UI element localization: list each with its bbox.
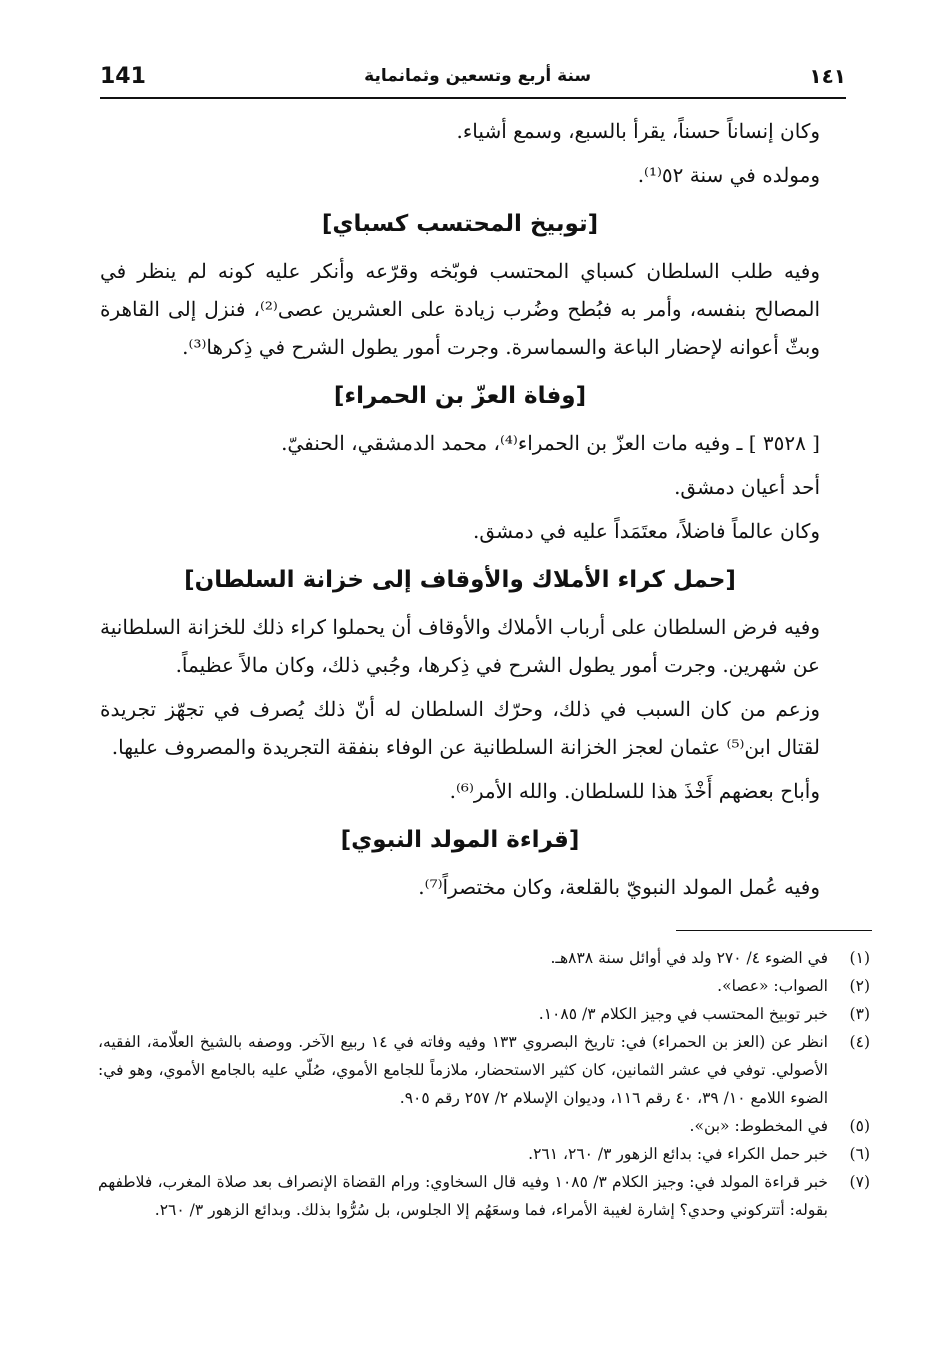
footnote [98,1112,870,1140]
footnote-text: انظر عن (العز بن الحمراء) في: تاريخ البصروي ١٣٣ وفيه وفاته في ١٤ ربيع الآخر. ووصفه بالشيخ العلّامة، الفقيه، الأصولي. توفي في عشر الثمانين، كان كثير الاستحضار، ملازماً للجامع الأموي، صُلّي عليه بالجامع الأموي، وهو في: الضوء اللامع ١٠/ ٣٩، ٤٠ رقم ١١٦، وديوان الإسلام ٢/ ٢٥٧ رقم ٩٠٥. [98,1033,828,1107]
paragraph: وأباح بعضهم أَخْذَ هذا للسلطان. والله الأمر⁽⁶⁾. [449,779,820,803]
footnote-text: خبر قراءة المولد في: وجيز الكلام ٣/ ١٠٨٥ وفيه قال السخاوي: ورام القضاة الإنصراف بعد صلاة المغرب، فلاطفهم بقوله: أتتركوني وحدي؟ إشارة لغيبة الأمراء، فما وسعَهُم إلا الجلوس، بل سُرُّوا بذلك. وبدائع الزهور ٣/ ٢٦٠. [98,1173,829,1219]
section-heading: [توبيخ المحتسب كسباي] [321,211,599,237]
footnote-rule [676,930,872,931]
page-number-arabic: ١٤١ [809,64,846,88]
paragraph: [ ٣٥٢٨ ] ـ وفيه مات العزّ بن الحمراء⁽⁴⁾، محمد الدمشقي، الحنفيّ. [281,431,820,455]
footnote-number: (١) [849,949,870,967]
paragraph: وكان إنساناً حسناً، يقرأ بالسبع، وسمع أشياء. [456,119,820,143]
header-rule [100,97,846,99]
footnote [98,972,870,1000]
footnote [98,1140,870,1168]
footnote [98,944,870,972]
paragraph: أحد أعيان دمشق. [674,475,820,499]
footnotes [98,944,870,1224]
main-text [100,112,820,912]
footnote-number: (٧) [849,1173,870,1191]
paragraph: وكان عالماً فاضلاً، معتَمَداً عليه في دمشق. [473,519,820,543]
running-title: سنة أربع وتسعين وثمانماية [364,66,592,86]
paragraph: وزعم من كان السبب في ذلك، وحرّك السلطان له أنّ ذلك يُصرف في تجهّز تجريدة لقتال ابن⁽⁵⁾ عثمان لعجز الخزانة السلطانية عن الوفاء بنفقة التجريدة والمصروف عليها. [100,697,820,759]
footnote-text: الصواب: «عصا». [717,977,828,995]
paragraph: ومولده في سنة ٥٢⁽¹⁾. [637,163,820,187]
page-header [100,58,846,94]
footnote-text: في الضوء ٤/ ٢٧٠ ولد في أوائل سنة ٨٣٨هـ. [550,949,828,967]
footnote-text: خبر توبيخ المحتسب في وجيز الكلام ٣/ ١٠٨٥. [538,1005,828,1023]
footnote-number: (٤) [849,1033,870,1051]
footnote [98,1168,870,1224]
footnote [98,1028,870,1112]
paragraph: وفيه عُمل المولد النبويّ بالقلعة، وكان مختصراً⁽⁷⁾. [418,875,820,899]
footnote-number: (٢) [849,977,870,995]
footnote [98,1000,870,1028]
page-number-latin: 141 [100,63,146,89]
footnote-number: (٥) [849,1117,870,1135]
section-heading: [قراءة المولد النبوي] [340,827,580,853]
section-heading: [وفاة العزّ بن الحمراء] [333,383,587,409]
footnote-text: في المخطوط: «بن». [689,1117,828,1135]
footnote-text: خبر حمل الكراء في: بدائع الزهور ٣/ ٢٦٠، ٢٦١. [528,1145,828,1163]
paragraph: وفيه فرض السلطان على أرباب الأملاك والأوقاف أن يحملوا كراء ذلك للخزانة السلطانية عن شهرين. وجرت أمور يطول الشرح في ذِكرها، وجُبي ذلك، وكان مالاً عظيماً. [100,615,820,677]
paragraph: وفيه طلب السلطان كسباي المحتسب فوبّخه وقرّعه وأنكر عليه كونه لم ينظر في المصالح بنفسه، وأمر به فبُطح وضُرب زيادة على العشرين عصى⁽²⁾، فنزل إلى القاهرة وبثّ أعوانه لإحضار الباعة والسماسرة. وجرت أمور يطول الشرح في ذِكرها⁽³⁾. [100,259,821,359]
footnote-number: (٦) [849,1145,870,1163]
footnote-number: (٣) [849,1005,870,1023]
section-heading: [حمل كراء الأملاك والأوقاف إلى خزانة السلطان] [184,567,736,593]
